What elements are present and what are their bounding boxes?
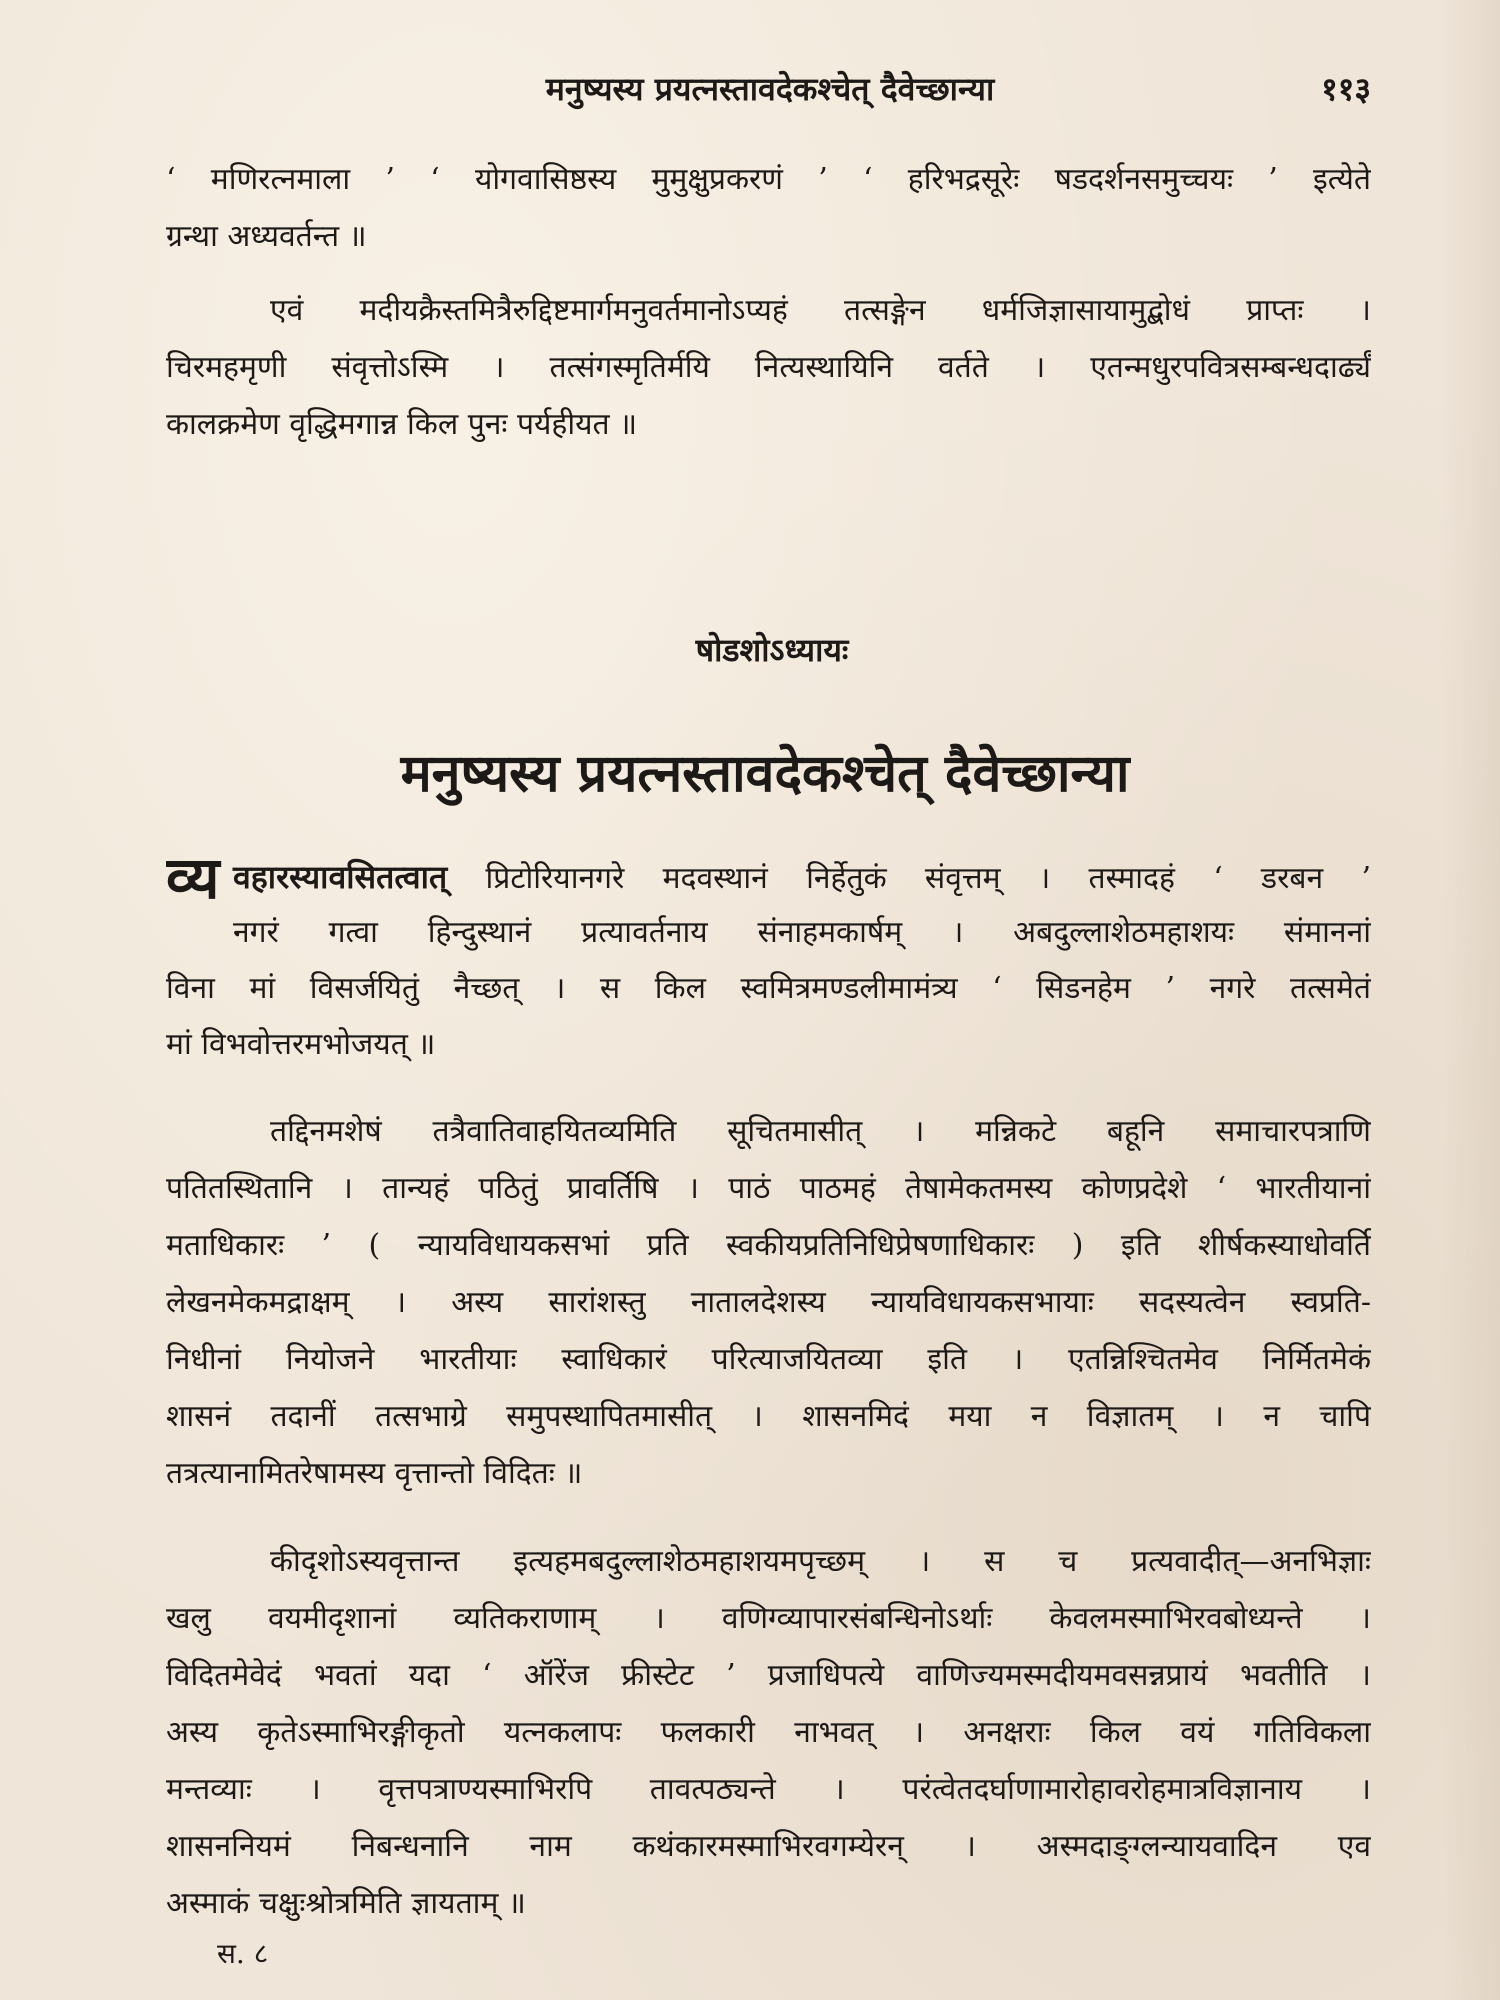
signature-mark: स. ८ [217, 1937, 269, 1970]
opening-paragraph [166, 849, 1371, 1073]
text-line: पतितस्थितानि । तान्यहं पठितुं प्रावर्तिषि । पाठं पाठमहं तेषामेकतमस्य कोणप्रदेशे ‘ भारतीयानां [166, 1171, 1371, 1206]
text-line: नगरं गत्वा हिन्दुस्थानं प्रत्यावर्तनाय संनाहमकार्षम् । अबदुल्लाशेठमहाशयः संमाननां [233, 915, 1371, 950]
chapter-number-heading: षोडशोऽध्यायः [695, 631, 849, 669]
text-line: लेखनमेकमद्राक्षम् । अस्य सारांशस्तु नातालदेशस्य न्यायविधायकसभायाः सदस्यत्वेन स्वप्रति- [166, 1285, 1371, 1320]
text-line: ग्रन्था अध्यवर्तन्त ॥ [166, 219, 367, 254]
drop-cap: व्य [166, 847, 220, 909]
running-title: मनुष्यस्य प्रयत्नस्तावदेकश्चेत् दैवेच्छान्या [545, 70, 995, 108]
text-line: खलु वयमीदृशानां व्यतिकराणाम् । वणिग्व्यापारसंबन्धिनोऽर्थाः केवलमस्माभिरवबोध्यन्ते । [166, 1601, 1371, 1636]
text-line [166, 849, 1371, 905]
text-line: विना मां विसर्जयितुं नैच्छत् । स किल स्वमित्रमण्डलीमामंत्र्य ‘ सिडनहेम ’ नगरे तत्समेतं [166, 971, 1371, 1006]
text-line: चिरमहमृणी संवृत्तोऽस्मि । तत्संगस्मृतिर्मयि नित्यस्थायिनि वर्तते । एतन्मधुरपवित्रसम्बन्धदार्ढ्यं [166, 350, 1371, 385]
lead-bold-word: वहारस्यावसितत्वात् [233, 858, 448, 896]
text-line: अस्य कृतेऽस्माभिरङ्गीकृतो यत्नकलापः फलकारी नाभवत् । अनक्षराः किल वयं गतिविकला [166, 1715, 1371, 1750]
line-text: प्रिटोरियानगरे मदवस्थानं निर्हेतुकं संवृत्तम् । तस्मादहं ‘ डरबन ’ [447, 861, 1371, 896]
continuation-paragraph [166, 151, 1371, 265]
text-line: तद्दिनमशेषं तत्रैवातिवाहयितव्यमिति सूचितमासीत् । मन्निकटे बहूनि समाचारपत्राणि [270, 1114, 1371, 1149]
text-line: मन्तव्याः । वृत्तपत्राण्यस्माभिरपि तावत्पठ्यन्ते । परंत्वेतदर्घाणामारोहावरोहमात्रविज्ञानाय । [166, 1772, 1371, 1807]
paragraph [166, 1103, 1371, 1502]
text-line: शासनं तदानीं तत्सभाग्रे समुपस्थापितमासीत् । शासनमिदं मया न विज्ञातम् । न चापि [166, 1399, 1371, 1434]
text-line: कीदृशोऽस्यवृत्तान्त इत्यहमबदुल्लाशेठमहाशयमपृच्छम् । स च प्रत्यवादीत्—अनभिज्ञाः [270, 1544, 1371, 1579]
page-number: ११३ [1321, 70, 1371, 108]
running-header [0, 62, 1500, 116]
chapter-title: मनुष्यस्य प्रयत्नस्तावदेकश्चेत् दैवेच्छान्या [400, 743, 1130, 804]
text-line: कालक्रमेण वृद्धिमगान्न किल पुनः पर्यहीयत ॥ [166, 407, 638, 442]
text-line: एवं मदीयक्रैस्तमित्रैरुद्दिष्टमार्गमनुवर्तमानोऽप्यहं तत्सङ्गेन धर्मजिज्ञासायामुद्बोधं प्राप्तः । [270, 293, 1371, 328]
text-line: विदितमेवेदं भवतां यदा ‘ ऑरेंज फ्रीस्टेट ’ प्रजाधिपत्ये वाणिज्यमस्मदीयमवसन्नप्रायं भवतीति । [166, 1658, 1371, 1693]
paragraph [166, 282, 1371, 453]
text-line: मां विभवोत्तरमभोजयत् ॥ [166, 1027, 436, 1062]
text-line: निधीनां नियोजने भारतीयाः स्वाधिकारं परित्याजयितव्या इति । एतन्निश्चितमेव निर्मितमेकं [166, 1342, 1371, 1377]
paragraph [166, 1533, 1371, 1932]
text-line: अस्माकं चक्षुःश्रोत्रमिति ज्ञायताम् ॥ [166, 1886, 526, 1921]
text-line: तत्रत्यानामितरेषामस्य वृत्तान्तो विदितः ॥ [166, 1456, 583, 1491]
text-line: शासननियमं निबन्धनानि नाम कथंकारमस्माभिरवगम्येरन् । अस्मदाङ्ग्लन्यायवादिन एव [166, 1829, 1371, 1864]
text-line: मताधिकारः ’ ( न्यायविधायकसभां प्रति स्वकीयप्रतिनिधिप्रेषणाधिकारः ) इति शीर्षकस्याधोवर्ति [166, 1228, 1371, 1263]
text-line: ‘ मणिरत्नमाला ’ ‘ योगवासिष्ठस्य मुमुक्षुप्रकरणं ’ ‘ हरिभद्रसूरेः षडदर्शनसमुच्चयः ’ इत्येते [166, 162, 1371, 197]
